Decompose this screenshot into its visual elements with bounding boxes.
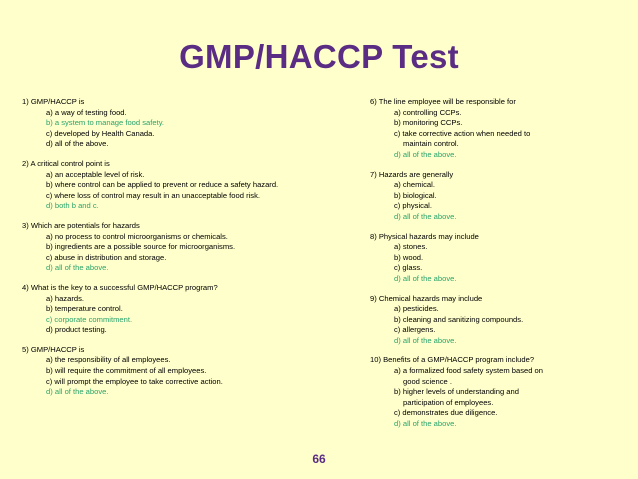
question-text: 2) A critical control point is [22,158,110,168]
answer-option [370,129,632,150]
option-text: d) all of the above. [394,149,457,159]
answer-option [370,191,632,202]
answer-option-correct [22,315,342,326]
option-text: a) chemical. [394,180,435,190]
option-text: a) the responsibility of all employees. [46,355,171,365]
answer-option-correct [370,212,632,223]
option-text: b) temperature control. [46,304,123,314]
answer-option [22,180,342,191]
option-text: c) allergens. [394,325,436,335]
answer-option [22,191,342,202]
answer-option-correct [22,118,342,129]
answer-option [370,325,632,336]
answer-option-correct [370,419,632,430]
option-text: a) stones. [394,242,428,252]
answer-option-correct [370,336,632,347]
answer-option-correct [22,263,342,274]
answer-option [370,118,632,129]
option-text: c) will prompt the employee to take corrective action. [46,376,223,386]
question-text: 3) Which are potentials for hazards [22,220,140,230]
option-text: a) hazards. [46,293,84,303]
answer-option [22,242,342,253]
answer-option [22,108,342,119]
question-text: 6) The line employee will be responsible for [370,97,516,106]
option-text: c) developed by Health Canada. [46,128,155,138]
answer-option [22,377,342,388]
question-block [370,355,632,429]
answer-option [22,355,342,366]
option-text: a) a formalized food safety system based on [394,366,543,376]
answer-option [370,366,632,387]
option-text: d) all of the above. [46,139,109,149]
question-block [370,232,632,285]
option-text: c) take corrective action when needed to [394,128,531,138]
question-block [370,97,632,161]
question-block [22,221,342,274]
question-block [370,170,632,223]
answer-option [22,304,342,315]
page-title: GMP/HACCP Test [179,38,459,75]
option-text: b) cleaning and sanitizing compounds. [394,314,524,324]
option-text: b) biological. [394,190,437,200]
option-text-continued: good science . [403,376,452,386]
option-text: d) both b and c. [46,201,99,211]
answer-option [22,170,342,181]
question-text: 1) GMP/HACCP is [22,97,85,106]
question-text: 8) Physical hazards may include [370,231,479,241]
option-text: c) physical. [394,201,432,211]
answer-option [370,253,632,264]
option-text: a) an acceptable level of risk. [46,169,145,179]
answer-option-correct [370,150,632,161]
question-block [22,97,342,150]
option-text: c) corporate commitment. [46,314,133,324]
answer-option [22,139,342,150]
option-text: a) pesticides. [394,304,439,314]
option-text: d) all of the above. [46,263,109,273]
answer-option [370,387,632,408]
option-text: d) all of the above. [394,419,457,429]
option-text: b) wood. [394,252,424,262]
option-text: c) abuse in distribution and storage. [46,252,167,262]
answer-option [22,325,342,336]
option-text: b) where control can be applied to prevent or reduce a safety hazard. [46,180,279,190]
option-text: c) where loss of control may result in an unacceptable food risk. [46,190,260,200]
question-block [22,283,342,336]
question-block [22,345,342,398]
answer-option [370,263,632,274]
answer-option-correct [370,274,632,285]
questions-column-left [22,97,342,407]
question-text: 7) Hazards are generally [370,169,454,179]
question-block [370,294,632,347]
question-text: 4) What is the key to a successful GMP/HACCP program? [22,282,218,292]
answer-option [22,129,342,140]
option-text: d) product testing. [46,325,107,335]
answer-option-correct [22,387,342,398]
option-text-continued: participation of employees. [403,397,494,407]
option-text: d) all of the above. [394,335,457,345]
option-text: d) all of the above. [46,387,109,397]
option-text: d) all of the above. [394,273,457,283]
option-text: b) higher levels of understanding and [394,387,519,397]
answer-option [370,408,632,419]
option-text: b) monitoring CCPs. [394,118,463,128]
answer-option [370,315,632,326]
option-text: d) all of the above. [394,211,457,221]
answer-option-correct [22,201,342,212]
option-text: c) glass. [394,263,423,273]
question-text: 9) Chemical hazards may include [370,293,483,303]
option-text: b) ingredients are a possible source for microorganisms. [46,242,236,252]
answer-option [22,366,342,377]
option-text-continued: maintain control. [403,139,459,149]
question-text: 5) GMP/HACCP is [22,344,85,354]
question-block [22,159,342,212]
option-text: a) a way of testing food. [46,107,127,117]
answer-option [22,294,342,305]
option-text: b) a system to manage food safety. [46,118,165,128]
answer-option [370,201,632,212]
option-text: c) demonstrates due diligence. [394,408,498,418]
answer-option [370,180,632,191]
answer-option [370,304,632,315]
questions-column-right [370,97,632,439]
option-text: a) controlling CCPs. [394,107,462,117]
answer-option [22,253,342,264]
answer-option [22,232,342,243]
question-text: 10) Benefits of a GMP/HACCP program include? [370,355,535,365]
answer-option [370,242,632,253]
page-number: 66 [312,452,326,466]
option-text: a) no process to control microorganisms or chemicals. [46,231,228,241]
answer-option [370,108,632,119]
option-text: b) will require the commitment of all employees. [46,366,207,376]
